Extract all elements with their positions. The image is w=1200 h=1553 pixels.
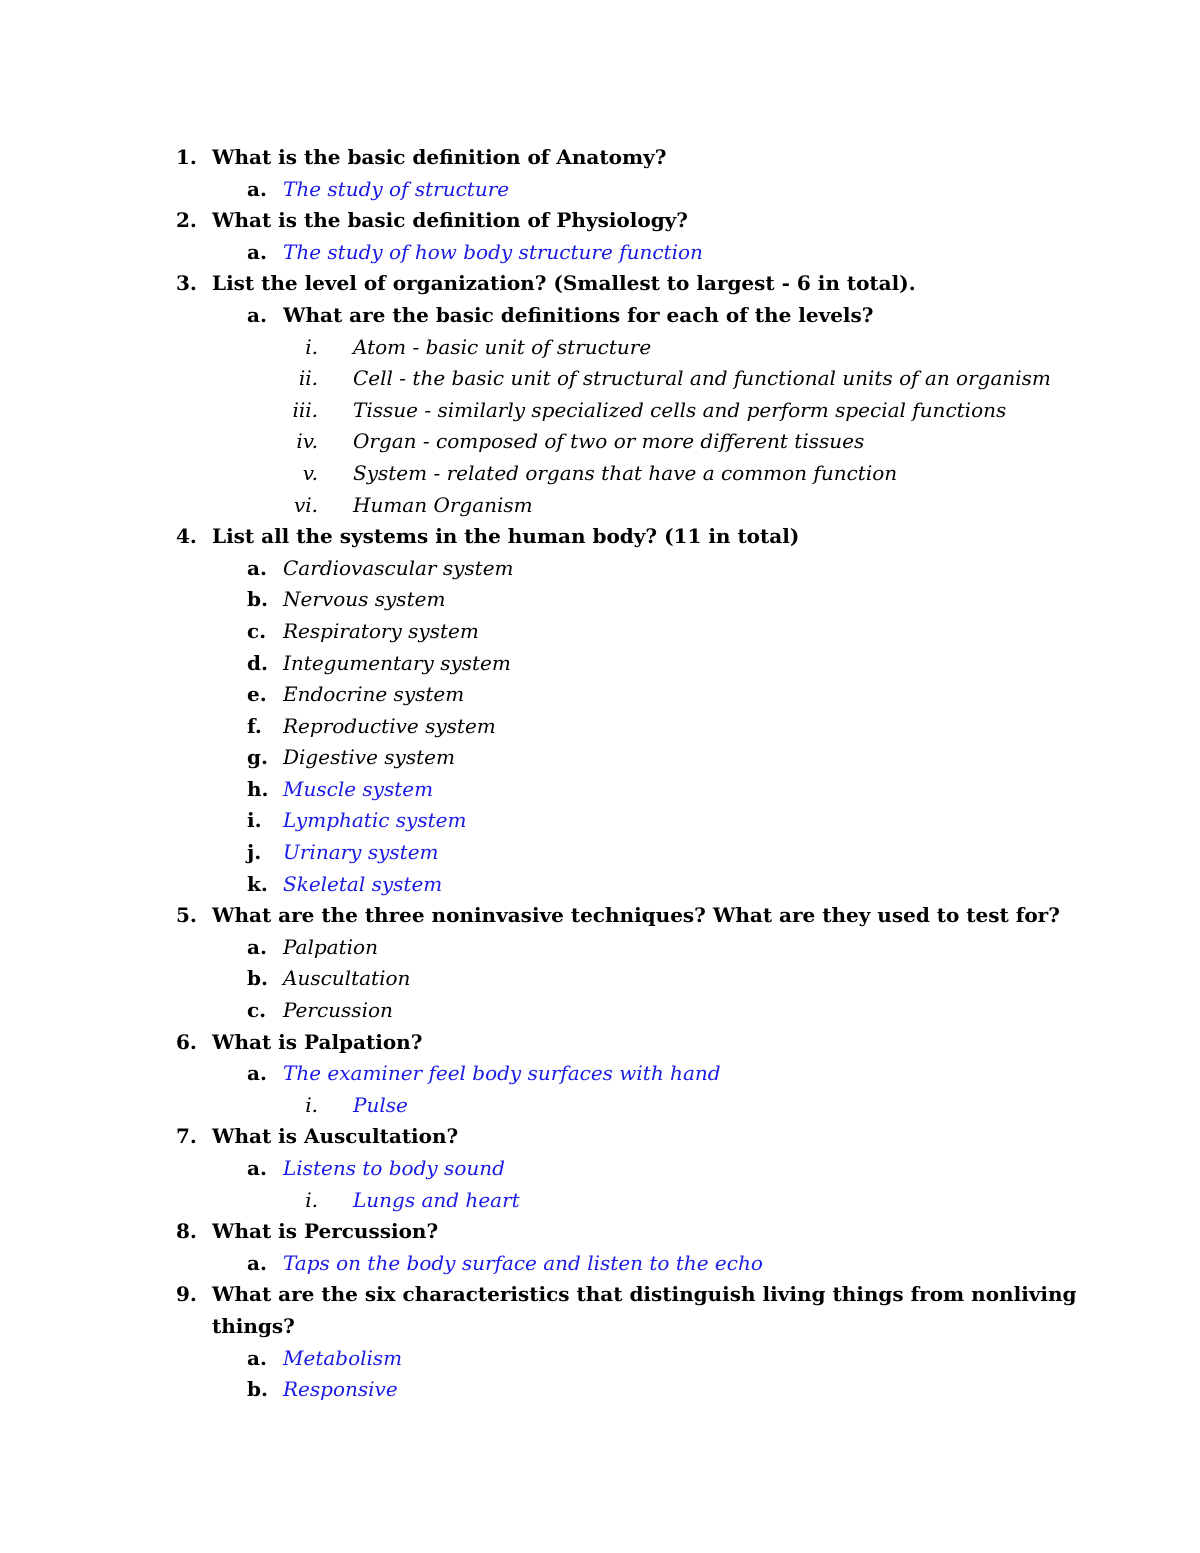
list-marker: a. bbox=[247, 934, 267, 959]
question-text: What are the six characteristics that distinguish living things from nonliving bbox=[212, 1282, 1077, 1307]
item-text: Reproductive system bbox=[283, 713, 496, 738]
answer-text: Skeletal system bbox=[283, 871, 443, 896]
list-marker: a. bbox=[247, 555, 267, 580]
list-marker: ii. bbox=[298, 366, 318, 391]
sub-item-line bbox=[0, 174, 1200, 206]
list-marker: 7. bbox=[176, 1124, 197, 1149]
sub-item-line bbox=[0, 553, 1200, 585]
sub-item-line bbox=[0, 584, 1200, 616]
list-marker: v. bbox=[302, 460, 318, 485]
answer-text: The study of how body structure function bbox=[283, 239, 703, 264]
list-marker: d. bbox=[247, 650, 268, 675]
list-marker: e. bbox=[247, 682, 267, 707]
sub-item-line bbox=[0, 711, 1200, 743]
list-marker: f. bbox=[247, 713, 262, 738]
item-text: Cell - the basic unit of structural and functional units of an organism bbox=[353, 366, 1051, 391]
item-text: Endocrine system bbox=[283, 682, 465, 707]
roman-item-line bbox=[0, 426, 1200, 458]
list-marker: i. bbox=[305, 1092, 318, 1117]
question-line bbox=[0, 521, 1200, 553]
list-marker: a. bbox=[247, 239, 267, 264]
question-line bbox=[0, 205, 1200, 237]
list-marker: i. bbox=[305, 334, 318, 359]
question-line bbox=[0, 268, 1200, 300]
question-text: What is Auscultation? bbox=[212, 1124, 459, 1149]
roman-item-line bbox=[0, 363, 1200, 395]
list-marker: iii. bbox=[292, 397, 318, 422]
list-marker: h. bbox=[247, 776, 269, 801]
question-text: What is the basic definition of Anatomy? bbox=[212, 145, 667, 169]
question-text: List all the systems in the human body? (11 in total) bbox=[212, 524, 800, 549]
list-marker: g. bbox=[247, 745, 268, 770]
item-text: Auscultation bbox=[283, 966, 411, 991]
item-text: Respiratory system bbox=[283, 618, 479, 643]
question-line bbox=[0, 1279, 1200, 1311]
list-marker: 1. bbox=[176, 145, 197, 169]
question-text: What are the three noninvasive techniques? What are they used to test for? bbox=[212, 903, 1060, 928]
list-marker: b. bbox=[247, 966, 268, 991]
list-marker: i. bbox=[247, 808, 262, 833]
answer-text: The examiner feel body surfaces with hand bbox=[283, 1061, 721, 1086]
list-marker: 5. bbox=[176, 903, 197, 928]
answer-text: Metabolism bbox=[283, 1345, 403, 1370]
roman-item-line bbox=[0, 1185, 1200, 1217]
item-text: Percussion bbox=[283, 998, 393, 1023]
question-line bbox=[0, 1216, 1200, 1248]
list-marker: 3. bbox=[176, 271, 197, 296]
question-text: What is the basic definition of Physiology? bbox=[212, 208, 689, 233]
question-text: List the level of organization? (Smallest to largest - 6 in total). bbox=[212, 271, 916, 296]
sub-item-line bbox=[0, 742, 1200, 774]
sub-item-line bbox=[0, 1374, 1200, 1406]
item-text: Palpation bbox=[283, 934, 378, 959]
roman-item-line bbox=[0, 332, 1200, 364]
answer-text: Pulse bbox=[353, 1092, 408, 1117]
sub-item-line bbox=[0, 616, 1200, 648]
roman-item-line bbox=[0, 1090, 1200, 1122]
item-text: Human Organism bbox=[353, 492, 533, 517]
item-text: Digestive system bbox=[283, 745, 455, 770]
roman-item-line bbox=[0, 395, 1200, 427]
answer-text: The study of structure bbox=[283, 176, 510, 201]
list-marker: j. bbox=[247, 840, 262, 865]
sub-item-line bbox=[0, 869, 1200, 901]
list-marker: 6. bbox=[176, 1029, 197, 1054]
sub-item-line bbox=[0, 932, 1200, 964]
question-text: things? bbox=[212, 1313, 295, 1338]
list-marker: a. bbox=[247, 1156, 267, 1180]
list-marker: i. bbox=[305, 1187, 318, 1212]
sub-item-line bbox=[0, 837, 1200, 869]
sub-item-line bbox=[0, 995, 1200, 1027]
item-text: Integumentary system bbox=[283, 650, 511, 675]
item-text: What are the basic definitions for each of the levels? bbox=[283, 302, 874, 327]
sub-item-line bbox=[0, 300, 1200, 332]
list-marker: c. bbox=[247, 618, 267, 643]
list-marker: vi. bbox=[293, 492, 318, 517]
list-marker: a. bbox=[247, 302, 267, 327]
question-line bbox=[0, 1121, 1200, 1153]
question-line bbox=[0, 142, 1200, 174]
sub-item-line bbox=[0, 1058, 1200, 1090]
item-text: Tissue - similarly specialized cells and perform special functions bbox=[353, 397, 1007, 422]
item-text: Nervous system bbox=[283, 587, 446, 612]
list-marker: 9. bbox=[176, 1282, 197, 1307]
sub-item-line bbox=[0, 963, 1200, 995]
roman-item-line bbox=[0, 458, 1200, 490]
question-line bbox=[0, 1027, 1200, 1059]
sub-item-line bbox=[0, 237, 1200, 269]
sub-item-line bbox=[0, 1343, 1200, 1375]
roman-item-line bbox=[0, 490, 1200, 522]
sub-item-line bbox=[0, 774, 1200, 806]
item-text: System - related organs that have a common function bbox=[353, 460, 898, 485]
list-marker: b. bbox=[247, 587, 268, 612]
question-line bbox=[0, 1311, 1200, 1343]
list-marker: 4. bbox=[176, 524, 197, 549]
answer-text: Muscle system bbox=[283, 776, 434, 801]
answer-text: Listens to body sound bbox=[283, 1156, 505, 1180]
list-marker: k. bbox=[247, 871, 268, 896]
answer-text: Lymphatic system bbox=[283, 808, 467, 833]
list-marker: a. bbox=[247, 1061, 267, 1086]
list-marker: iv. bbox=[296, 429, 318, 454]
sub-item-line bbox=[0, 805, 1200, 837]
sub-item-line bbox=[0, 679, 1200, 711]
question-line bbox=[0, 900, 1200, 932]
answer-text: Taps on the body surface and listen to the echo bbox=[283, 1250, 763, 1275]
answer-text: Urinary system bbox=[283, 840, 439, 865]
sub-item-line bbox=[0, 648, 1200, 680]
question-text: What is Percussion? bbox=[212, 1219, 439, 1244]
document-page bbox=[0, 142, 1200, 1406]
sub-item-line bbox=[0, 1248, 1200, 1280]
answer-text: Lungs and heart bbox=[353, 1187, 520, 1212]
answer-text: Responsive bbox=[283, 1377, 398, 1402]
item-text: Organ - composed of two or more different tissues bbox=[353, 429, 865, 454]
list-marker: a. bbox=[247, 176, 267, 201]
sub-item-line bbox=[0, 1153, 1200, 1185]
item-text: Atom - basic unit of structure bbox=[353, 334, 652, 359]
list-marker: 8. bbox=[176, 1219, 197, 1244]
list-marker: a. bbox=[247, 1345, 267, 1370]
item-text: Cardiovascular system bbox=[283, 555, 514, 580]
list-marker: c. bbox=[247, 998, 267, 1023]
question-text: What is Palpation? bbox=[212, 1029, 423, 1054]
list-marker: b. bbox=[247, 1377, 268, 1402]
list-marker: 2. bbox=[176, 208, 197, 233]
list-marker: a. bbox=[247, 1250, 267, 1275]
